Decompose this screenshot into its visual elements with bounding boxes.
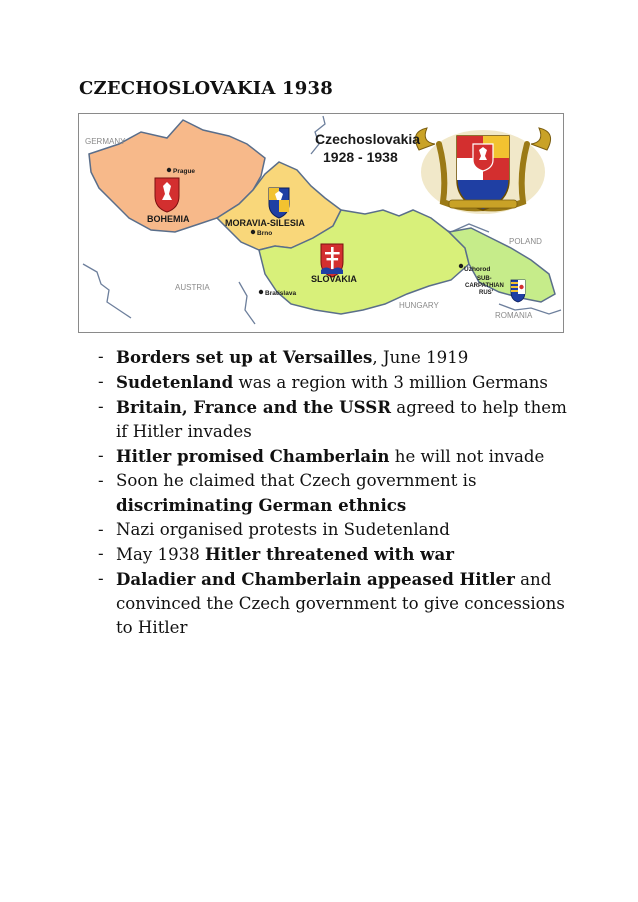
bullet-emphasis: Borders set up at Versailles bbox=[116, 347, 373, 367]
brno-marker-icon bbox=[251, 230, 255, 234]
bohemia-shield-icon bbox=[155, 178, 179, 212]
document-title: CZECHOSLOVAKIA 1938 bbox=[79, 78, 333, 99]
label-prague: Prague bbox=[173, 168, 196, 175]
bullet-text: , June 1919 bbox=[372, 348, 469, 367]
subcarpathian-shield-icon bbox=[511, 280, 525, 302]
list-item bbox=[98, 345, 568, 370]
bullet-text: and convinced the Czech government to give concessions to Hitler bbox=[116, 570, 565, 637]
bullet-emphasis: Hitler threatened with war bbox=[205, 544, 454, 564]
list-item bbox=[98, 567, 568, 640]
list-item bbox=[98, 370, 568, 395]
label-brno: Brno bbox=[257, 230, 273, 237]
label-hungary: HUNGARY bbox=[399, 301, 439, 310]
list-item bbox=[98, 542, 568, 567]
bullet-text: Nazi organised protests in Sudetenland bbox=[116, 520, 450, 539]
slovakia-shield-icon bbox=[321, 244, 343, 277]
moravia-shield-icon bbox=[269, 188, 289, 218]
label-bohemia: BOHEMIA bbox=[147, 214, 190, 224]
map-heading-line2: 1928 - 1938 bbox=[323, 149, 398, 165]
bullet-text: Soon he claimed that Czech government is bbox=[116, 471, 477, 490]
czechoslovakia-map bbox=[78, 113, 564, 333]
label-uzhorod: Uzhorod bbox=[464, 266, 491, 273]
bullet-text: agreed to help them if Hitler invades bbox=[116, 398, 567, 441]
bullet-text: he will not invade bbox=[389, 447, 545, 466]
bratislava-marker-icon bbox=[259, 290, 263, 294]
label-subcarpathian-line2: CARPATHIAN bbox=[465, 283, 504, 289]
label-austria: AUSTRIA bbox=[175, 283, 210, 292]
state-coat-of-arms-icon bbox=[415, 128, 550, 214]
map-heading-line1: Czechoslovakia bbox=[315, 131, 421, 147]
label-slovakia: SLOVAKIA bbox=[311, 274, 357, 284]
uzhorod-marker-icon bbox=[459, 264, 463, 268]
label-subcarpathian-line1: SUB- bbox=[477, 276, 492, 282]
key-points-list bbox=[98, 345, 568, 640]
bullet-emphasis: discriminating German ethnics bbox=[116, 495, 407, 515]
label-subcarpathian-line3: RUS' bbox=[479, 290, 494, 296]
list-item bbox=[98, 469, 568, 518]
bullet-emphasis: Sudetenland bbox=[116, 372, 234, 392]
label-romania: ROMANIA bbox=[495, 311, 533, 320]
bullet-emphasis: Britain, France and the USSR bbox=[116, 397, 392, 417]
label-poland: POLAND bbox=[509, 237, 542, 246]
list-item bbox=[98, 395, 568, 444]
prague-marker-icon bbox=[167, 168, 171, 172]
label-germany: GERMANY bbox=[85, 137, 126, 146]
bullet-emphasis: Daladier and Chamberlain appeased Hitler bbox=[116, 569, 515, 589]
label-moravia-silesia: MORAVIA-SILESIA bbox=[225, 218, 305, 228]
bullet-text: May 1938 bbox=[116, 545, 206, 564]
bullet-text: was a region with 3 million Germans bbox=[233, 373, 548, 392]
list-item bbox=[98, 444, 568, 469]
bullet-emphasis: Hitler promised Chamberlain bbox=[116, 446, 390, 466]
label-bratislava: Bratislava bbox=[265, 290, 297, 297]
list-item bbox=[98, 518, 568, 542]
